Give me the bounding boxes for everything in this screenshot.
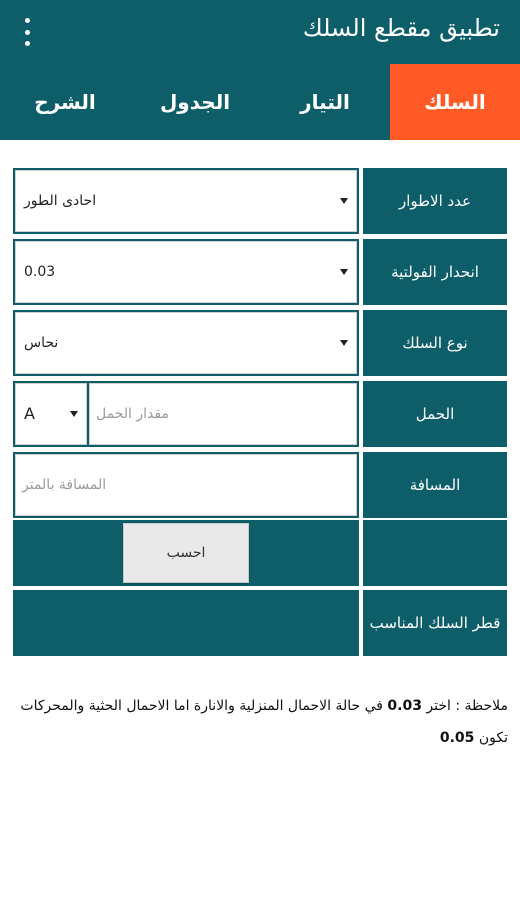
note-text <box>14 690 508 754</box>
distance-input[interactable] <box>15 454 357 516</box>
tab-wire[interactable]: السلك <box>390 64 520 140</box>
tab-explanation[interactable]: الشرح <box>34 90 96 114</box>
wire-type-row <box>13 310 507 376</box>
load-control <box>13 381 359 447</box>
voltage-drop-label: انحدار الفولتية <box>363 239 507 305</box>
result-row <box>13 590 507 656</box>
wire-type-value: نحاس <box>24 335 59 351</box>
phases-row <box>13 168 507 234</box>
note-part-1: ملاحظة : اختر <box>421 698 508 714</box>
phases-label: عدد الاطوار <box>363 168 507 234</box>
distance-row <box>13 452 507 518</box>
dropdown-arrow-icon <box>340 198 348 204</box>
note-value-2: 0.05 <box>439 730 475 746</box>
calculate-control <box>13 520 359 586</box>
calculate-label-cell <box>363 520 507 586</box>
wire-type-control <box>13 310 359 376</box>
wire-type-select[interactable] <box>15 312 357 374</box>
app-title: تطبيق مقطع السلك <box>302 14 500 42</box>
load-unit-select[interactable] <box>15 383 87 445</box>
more-vert-icon[interactable] <box>22 18 32 46</box>
menu-dot <box>25 41 30 46</box>
calculate-row <box>13 520 507 586</box>
voltage-drop-select[interactable] <box>15 241 357 303</box>
note-part-2: في حالة الاحمال المنزلية والانارة اما الاحمال الحثية والمحركات تكون <box>20 698 508 746</box>
load-unit-value: A <box>24 404 35 423</box>
voltage-drop-control <box>13 239 359 305</box>
phases-control <box>13 168 359 234</box>
load-placeholder: مقدار الحمل <box>96 406 169 422</box>
tab-table[interactable]: الجدول <box>159 90 231 114</box>
tab-bar <box>0 64 520 140</box>
app-bar <box>0 0 520 64</box>
distance-placeholder: المسافة بالمتر <box>22 477 107 493</box>
load-label: الحمل <box>363 381 507 447</box>
wire-type-label: نوع السلك <box>363 310 507 376</box>
distance-label: المسافة <box>363 452 507 518</box>
dropdown-arrow-icon <box>340 340 348 346</box>
phases-value: احادى الطور <box>24 193 97 209</box>
dropdown-arrow-icon <box>70 411 78 417</box>
result-value <box>13 590 359 656</box>
menu-dot <box>25 30 30 35</box>
phases-select[interactable] <box>15 170 357 232</box>
calculate-button[interactable]: احسب <box>123 523 249 583</box>
distance-control <box>13 452 359 518</box>
voltage-drop-row <box>13 239 507 305</box>
voltage-drop-value: 0.03 <box>24 264 56 280</box>
tab-current[interactable]: التيار <box>300 90 350 114</box>
note-value-1: 0.03 <box>387 698 422 714</box>
load-row <box>13 381 507 447</box>
load-input[interactable] <box>89 383 357 445</box>
menu-dot <box>25 18 30 23</box>
result-label: قطر السلك المناسب <box>363 590 507 656</box>
dropdown-arrow-icon <box>340 269 348 275</box>
